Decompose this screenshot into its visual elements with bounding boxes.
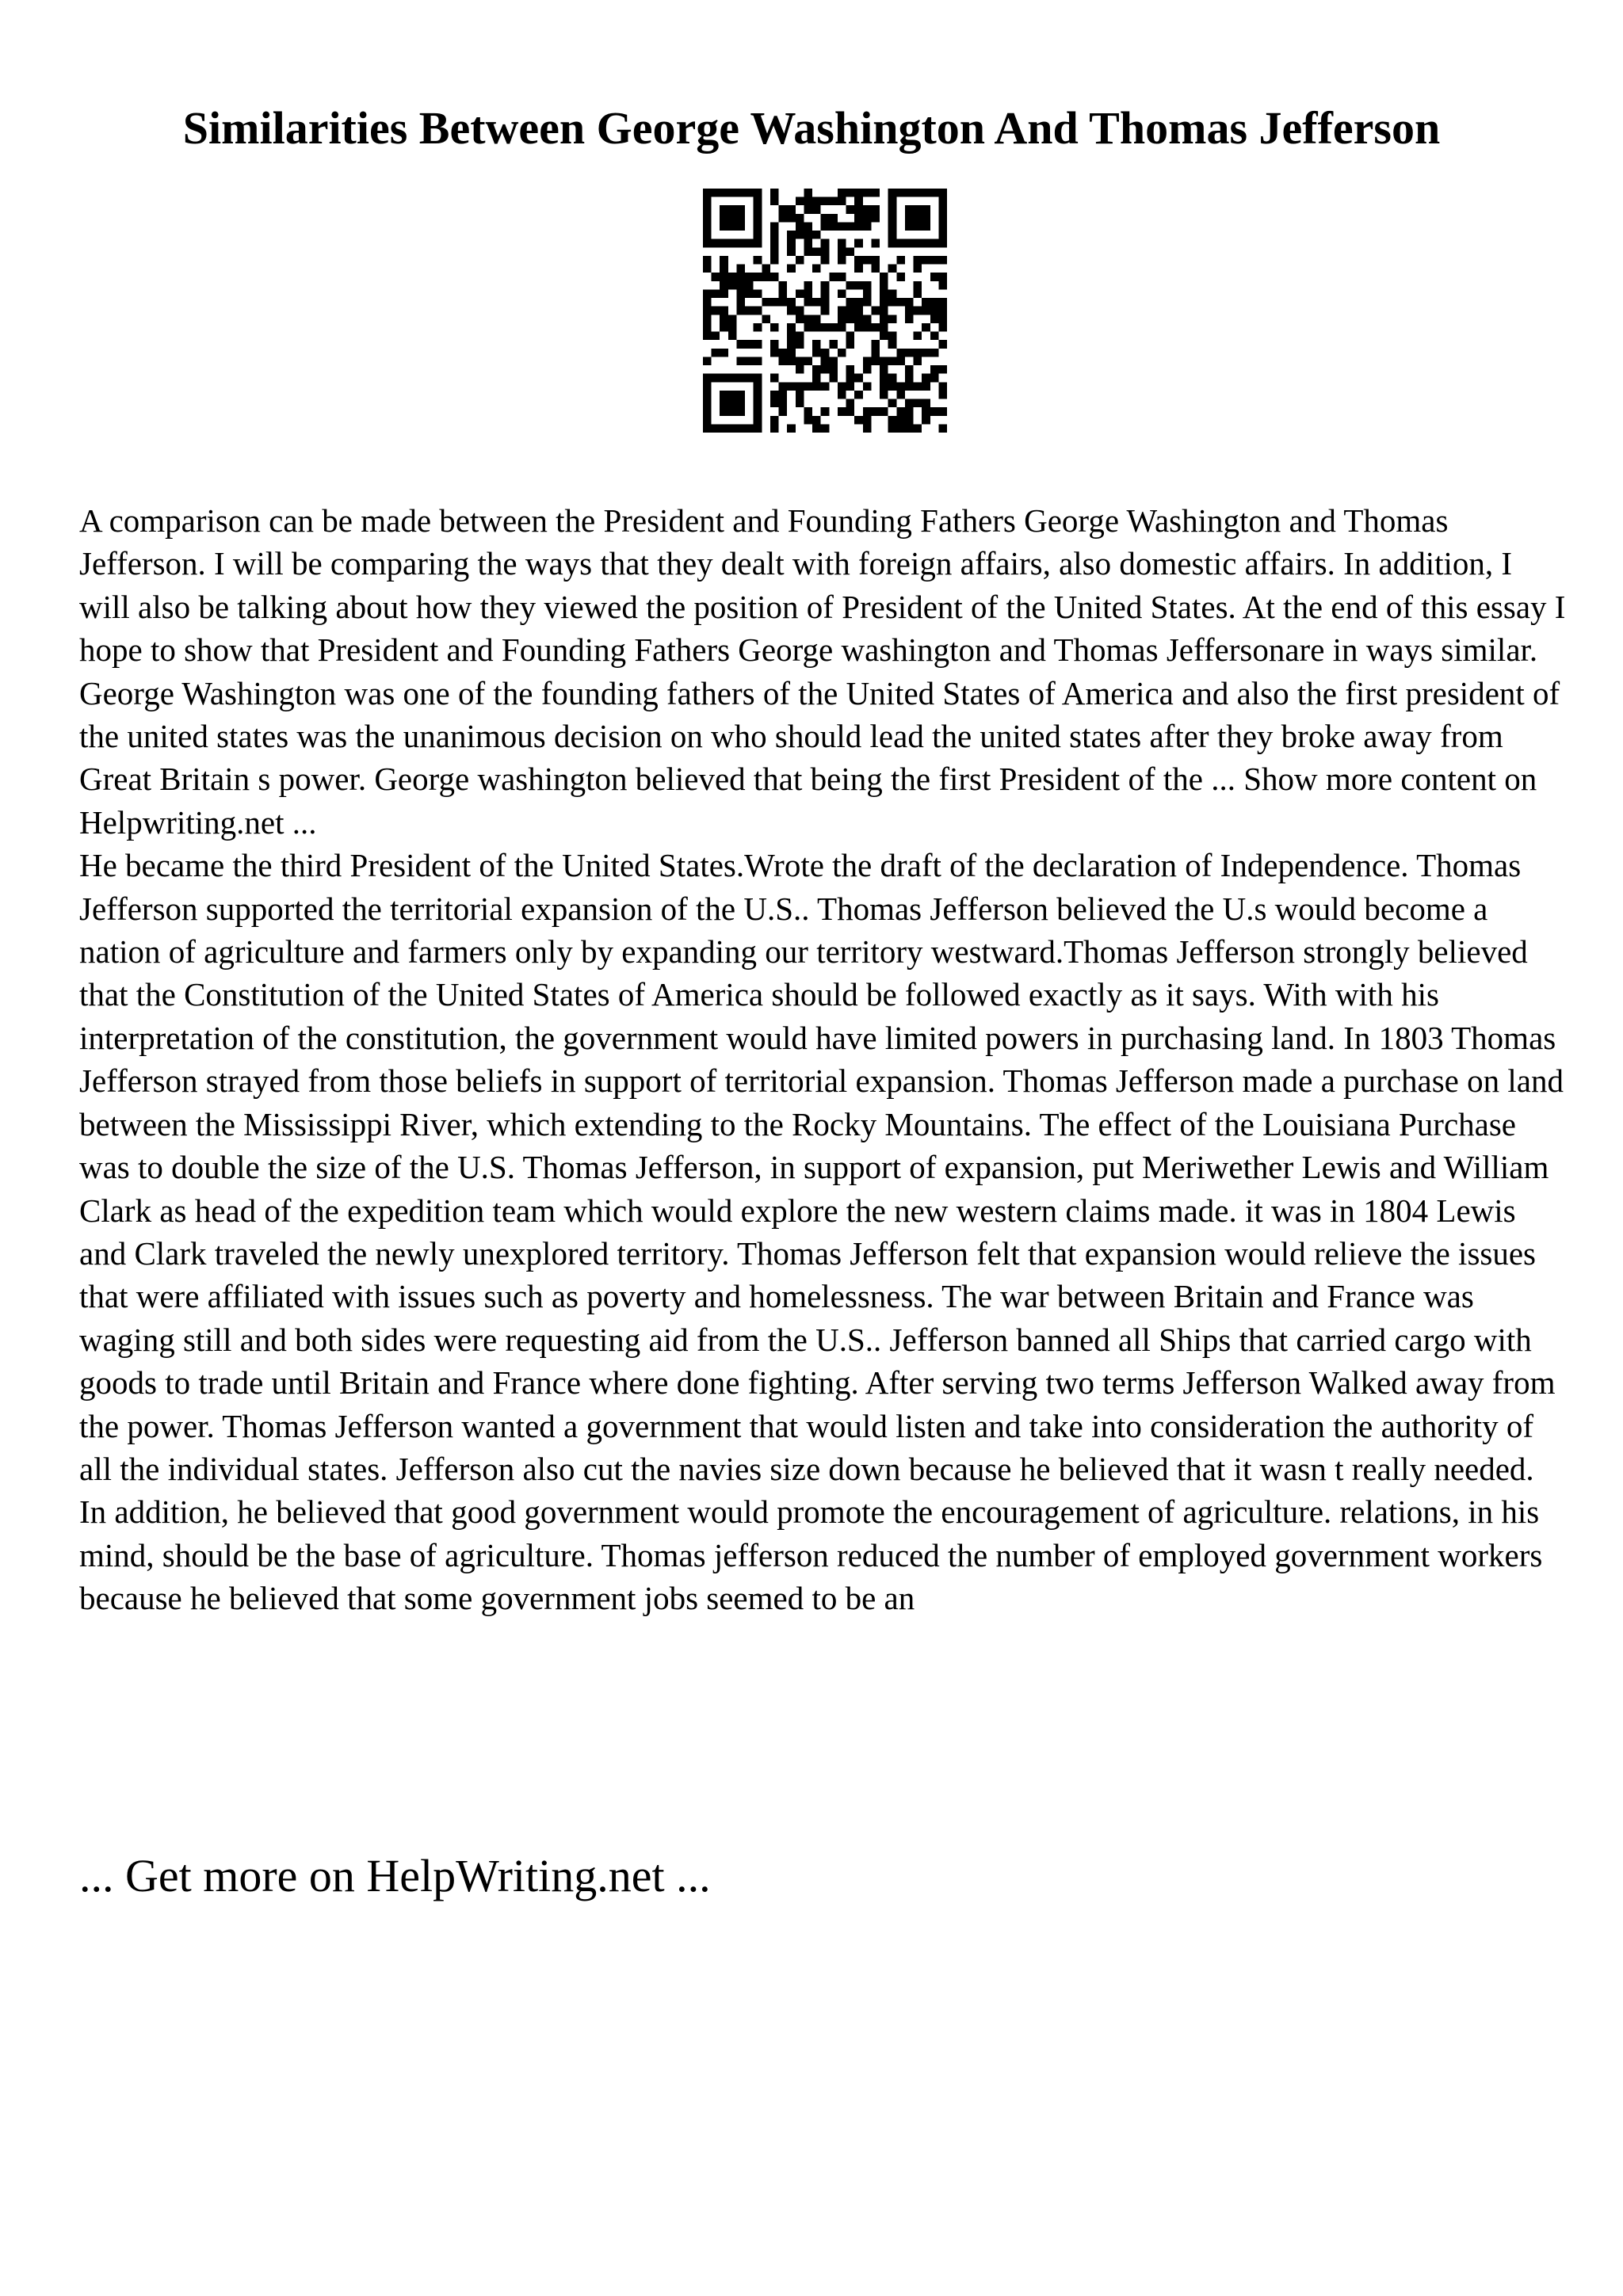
page-title: Similarities Between George Washington And Thomas Jefferson [182, 102, 1441, 154]
essay-body [79, 499, 1569, 1620]
get-more-link[interactable]: ... Get more on HelpWriting.net ... [79, 1850, 711, 1901]
qr-code-icon [703, 189, 947, 433]
paragraph-intro: A comparison can be made between the President and Founding Fathers George Washington and Thomas Jefferson. I will be comparing the ways that they dealt with foreign affairs, also domestic affairs. In addition, I will also be talking about how they viewed the position of President of the United States. At the end of this essay I hope to show that President and Founding Fathers George washington and Thomas Jeffersonare in ways similar. [79, 502, 1566, 669]
paragraph-washington: George Washington was one of the founding fathers of the United States of America and also the first president of the united states was the unanimous decision on who should lead the united states after they broke away from Great Britain s power. George washington believed that being the first President of the ... Show more content on Helpwriting.net ... [79, 674, 1560, 841]
qr-code-graphic [703, 189, 947, 433]
paragraph-jefferson: He became the third President of the United States.Wrote the draft of the declaration of Independence. Thomas Jefferson supported the territorial expansion of the U.S.. Thomas Jefferson believed the U.s would become a nation of agriculture and farmers only by expanding our territory westward.Thomas Jefferson strongly believed that the Constitution of the United States of America should be followed exactly as it says. With with his interpretation of the constitution, the government would have limited powers in purchasing land. In 1803 Thomas Jefferson strayed from those beliefs in support of territorial expansion. Thomas Jefferson made a purchase on land between the Mississippi River, which extending to the Rocky Mountains. The effect of the Louisiana Purchase was to double the size of the U.S. Thomas Jefferson, in support of expansion, put Meriwether Lewis and William Clark as head of the expedition team which would explore the new western claims made. it was in 1804 Lewis and Clark traveled the newly unexplored territory. Thomas Jefferson felt that expansion would relieve the issues that were affiliated with issues such as poverty and homelessness. The war between Britain and France was waging still and both sides were requesting aid from the U.S.. Jefferson banned all Ships that carried cargo with goods to trade until Britain and France where done fighting. After serving two terms Jefferson Walked away from the power. Thomas Jefferson wanted a government that would listen and take into consideration the authority of all the individual states. Jefferson also cut the navies size down because he believed that it wasn t really needed. In addition, he believed that good government would promote the encouragement of agriculture. relations, in his mind, should be the base of agriculture. Thomas jefferson reduced the number of employed government workers because he believed that some government jobs seemed to be an [79, 847, 1564, 1617]
